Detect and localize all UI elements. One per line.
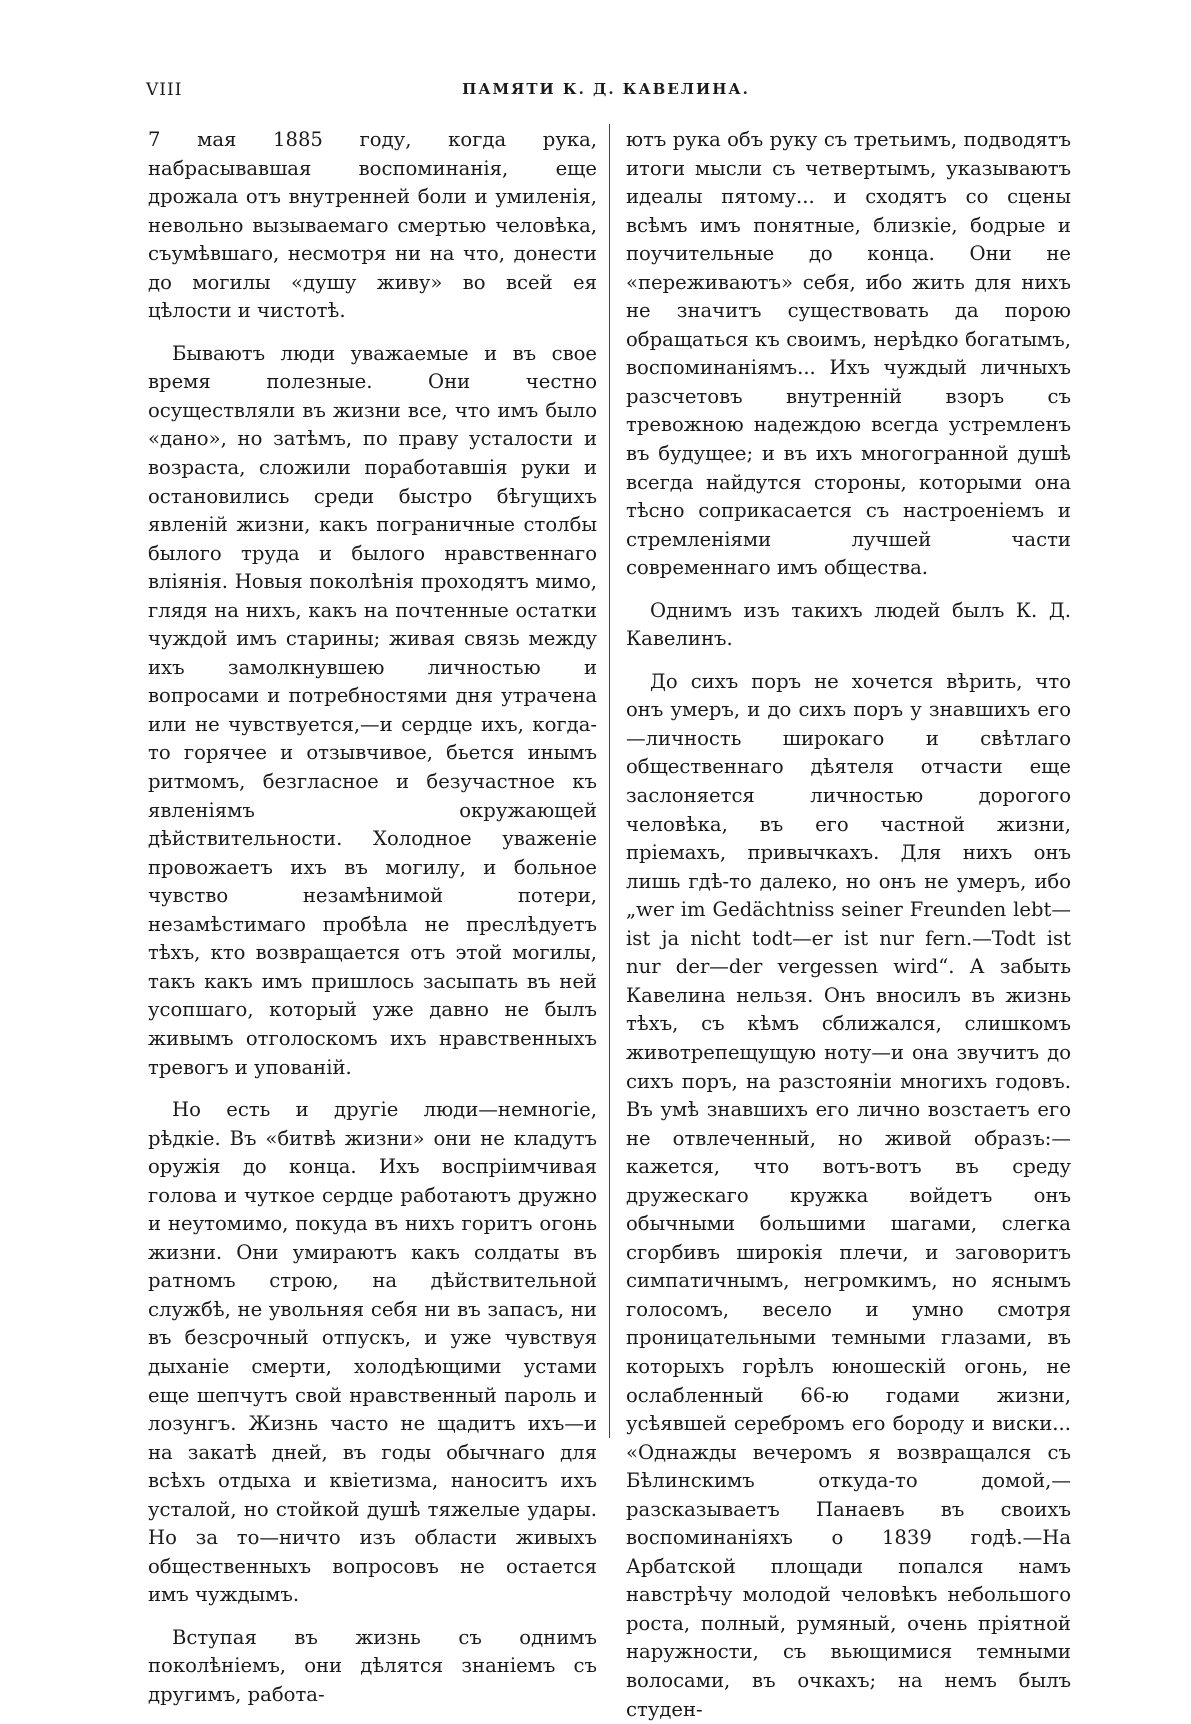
- left-paragraph-4: Вступая въ жизнь съ однимъ поколѣніемъ, они дѣлятся знаніемъ съ другимъ, работа-: [148, 1625, 597, 1706]
- left-paragraph-3: Но есть и другіе люди—немногіе, рѣдкіе. Въ «битвѣ жизни» они не кладутъ оружія до конца. Ихъ воспріимчивая голова и чуткое сердце работаютъ дружно и неутомимо, покуда въ нихъ горитъ огонь жизни. Они умираютъ какъ солдаты въ ратномъ строю, на дѣйствительной службѣ, не увольняя себя ни въ запасъ, ни въ безсрочный отпускъ, и уже чувствуя дыханіе смерти, холодѣющими устами еще шепчутъ свой нравственный пароль и лозунгъ. Жизнь часто не щадитъ ихъ—и на закатѣ дней, въ годы обычнаго для всѣхъ отдыха и квіетизма, наноситъ ихъ усталой, но стойкой душѣ тяжелые удары. Но за то—ничто изъ области живыхъ общественныхъ вопросовъ не остается имъ чуждымъ.: [148, 1098, 597, 1607]
- running-title: ПАМЯТИ К. Д. КАВЕЛИНА.: [462, 80, 750, 98]
- right-column: [626, 126, 1071, 1724]
- right-paragraph-3: До сихъ поръ не хочется вѣрить, что онъ умеръ, и до сихъ поръ у знавшихъ его—личность широкаго и свѣтлаго общественнаго дѣятеля отчасти еще заслоняется личностью дорогого человѣка, въ его частной жизни, пріемахъ, привычкахъ. Для нихъ онъ лишь гдѣ-то далеко, но онъ не умеръ, ибо „wer im Gedächtniss seiner Freunden lebt—ist ja nicht todt—er ist nur fern.—Todt ist nur der—der vergessen wird“. А забыть Кавелина нельзя. Онъ вносилъ въ жизнь тѣхъ, съ кѣмъ сближался, слишкомъ животрепещущую ноту—и она звучитъ до сихъ поръ, на разстояніи многихъ годовъ. Въ умѣ знавшихъ его лично возстаетъ его не отвлеченный, но живой образъ:—кажется, что вотъ-вотъ въ среду дружескаго кружка войдетъ онъ обычными большими шагами, слегка сгорбивъ широкія плечи, и заговоритъ симпатичнымъ, негромкимъ, но яснымъ голосомъ, весело и умно смотря проницательными темными глазами, въ которыхъ горѣлъ юношескій огонь, не ослабленный 66-ю годами жизни, усѣявшей серебромъ его бороду и виски... «Однажды вечеромъ я возвращался съ Бѣлинскимъ откуда-то домой,—разсказываетъ Панаевъ въ своихъ воспоминаніяхъ о 1839 годѣ.—На Арбатской площади попался намъ навстрѣчу молодой человѣкъ небольшого роста, полный, румяный, очень пріятной наружности, съ вьющимися темными волосами, въ очкахъ; на немъ былъ студен-: [626, 669, 1071, 1721]
- left-paragraph-2: Бываютъ люди уважаемые и въ свое время полезные. Они честно осуществляли въ жизни все, что имъ было «дано», но затѣмъ, по праву усталости и возраста, сложили поработавшія руки и остановились среди быстро бѣгущихъ явленій жизни, какъ пограничные столбы былого труда и былого нравственнаго вліянія. Новыя поколѣнія проходятъ мимо, глядя на нихъ, какъ на почтенные остатки чуждой имъ старины; живая связь между ихъ замолкнувшею личностью и вопросами и потребностями дня утрачена или не чувствуется,—и сердце ихъ, когда-то горячее и отзывчивое, бьется инымъ ритмомъ, безгласное и безучастное къ явленіямъ окружающей дѣйствительности. Холодное уваженіе провожаетъ ихъ въ могилу, и больное чувство незамѣнимой потери, незамѣстимаго пробѣла не преслѣдуетъ тѣхъ, кто возвращается отъ этой могилы, такъ какъ имъ пришлось засыпать въ ней усопшаго, который уже давно не былъ живымъ отголоскомъ ихъ нравственныхъ тревогъ и упованій.: [148, 341, 597, 1079]
- page-number: VIII: [146, 80, 183, 100]
- running-header: [146, 80, 1066, 110]
- column-divider: [609, 124, 610, 1438]
- right-paragraph-2: Однимъ изъ такихъ людей былъ К. Д. Кавелинъ.: [626, 598, 1071, 651]
- left-paragraph-1: 7 мая 1885 году, когда рука, набрасывавшая воспоминанія, еще дрожала отъ внутренней боли и умиленія, невольно вызываемаго смертью человѣка, съумѣвшаго, несмотря ни на что, донести до могилы «душу живу» во всей ея цѣлости и чистотѣ.: [148, 128, 597, 323]
- right-paragraph-1: ютъ рука объ руку съ третьимъ, подводятъ итоги мысли съ четвертымъ, указываютъ идеалы пятому... и сходятъ со сцены всѣмъ имъ понятные, близкіе, бодрые и поучительные до конца. Они не «переживаютъ» себя, ибо жить для нихъ не значитъ существовать да порою обращаться къ своимъ, нерѣдко богатымъ, воспоминаніямъ... Ихъ чуждый личныхъ разсчетовъ внутренній взоръ съ тревожною надеждою всегда устремленъ въ будущее; и въ ихъ многогранной душѣ всегда найдутся стороны, которыми она тѣсно соприкасается съ настроеніемъ и стремленіями лучшей части современнаго имъ общества.: [626, 128, 1071, 580]
- left-column: [148, 126, 597, 1710]
